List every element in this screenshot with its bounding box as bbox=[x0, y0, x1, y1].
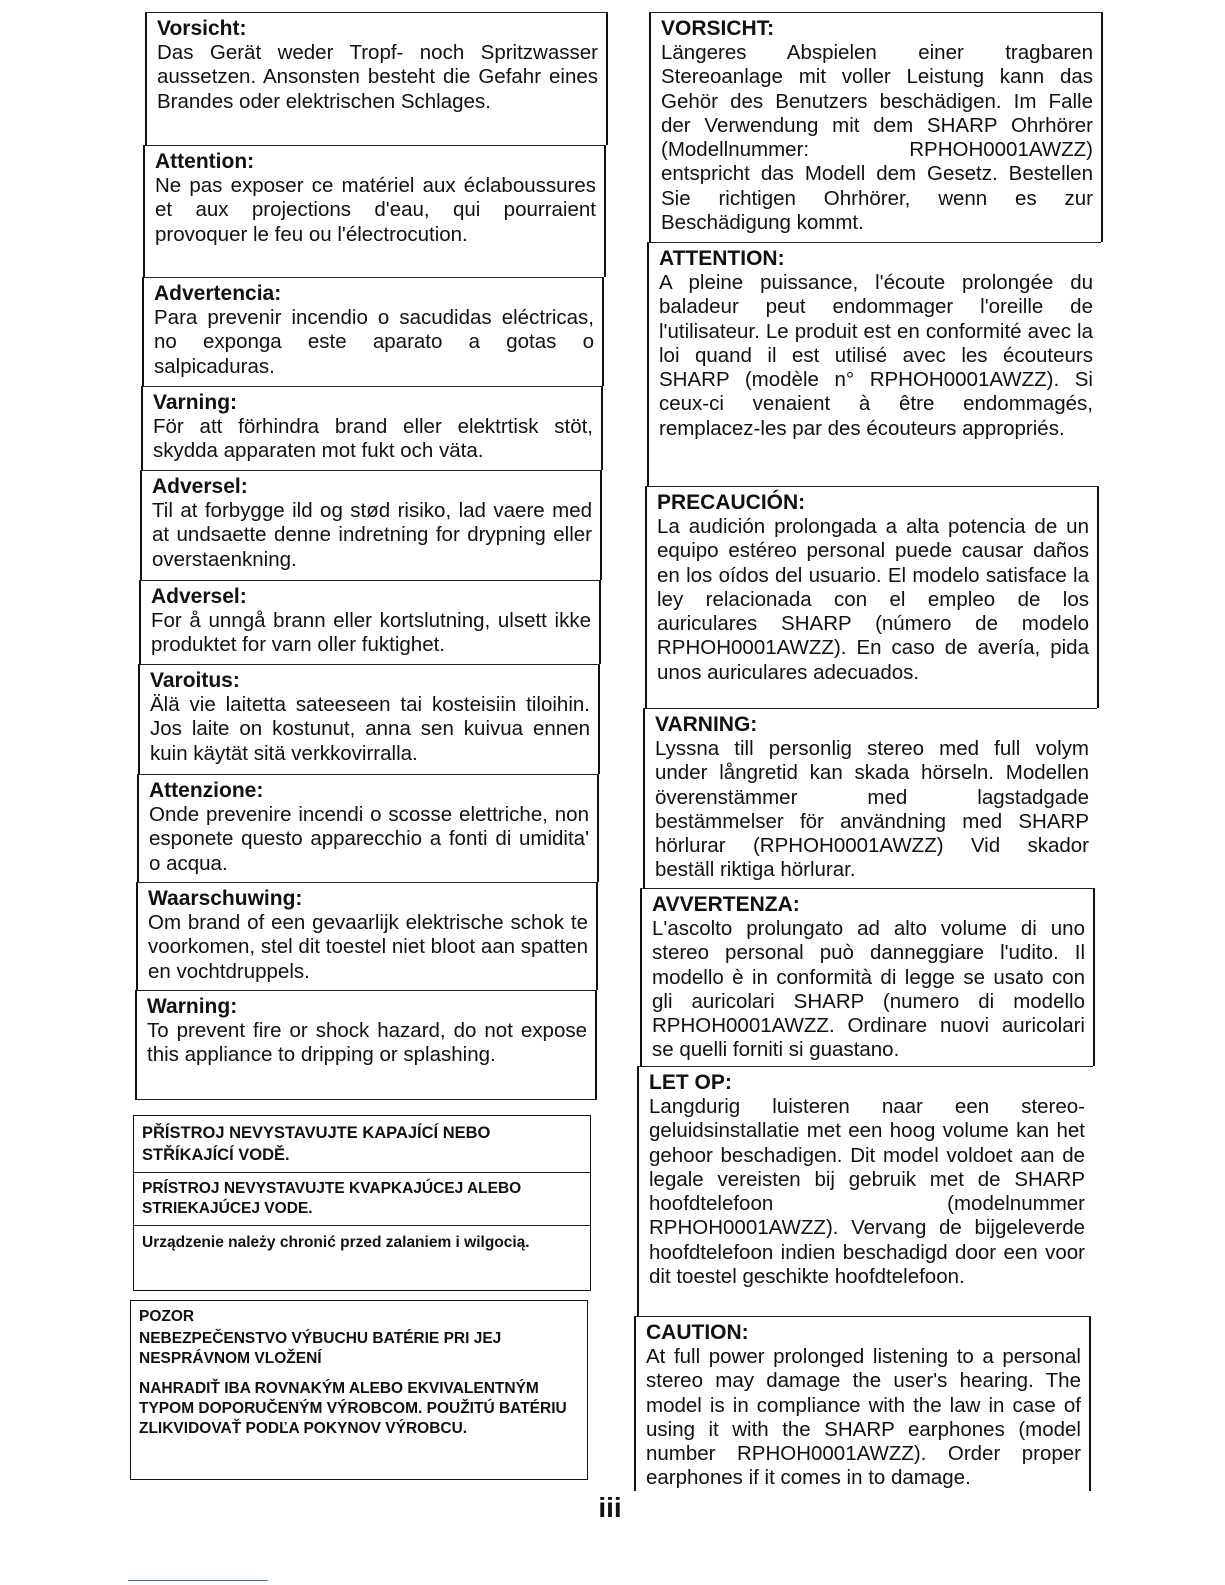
warning-title-fr: Attention: bbox=[155, 150, 255, 173]
notice-box-de bbox=[649, 12, 1103, 242]
warning-title-en: Warning: bbox=[147, 995, 238, 1018]
pozor-text-2: NAHRADIŤ IBA ROVNAKÝM ALEBO EKVIVALENTNÝM TYPOM DOPORUČENÝM VÝROBCOM. POUŽITÚ BATÉRIU ZLIKVIDOVAŤ PODĽA POKYNOV VÝROBCU. bbox=[139, 1380, 567, 1437]
notice-text-en: At full power prolonged listening to a personal stereo may damage the user's hearing. The model is in compliance with the law in case of using it with the SHARP earphones (model number RPHOH0001AWZZ). Order proper earphones if it comes in to damage. bbox=[646, 1345, 1081, 1490]
warning-title-fi: Varoitus: bbox=[150, 669, 240, 692]
notice-title-fr: ATTENTION: bbox=[659, 247, 785, 270]
warning-text-nl: Om brand of een gevaarlijk elektrische schok te voorkomen, stel dit toestel niet bloot aan spatten en vochtdruppels. bbox=[148, 911, 588, 983]
notice-text-it: L'ascolto prolungato ad alto volume di uno stereo personal può danneggiare l'udito. Il modello è in conformità di legge se usato con gli auricolari SHARP (numero di modello RPHOH0001AWZZ. Ordinare nuovi auricolari se quelli forniti si guastano. bbox=[652, 917, 1085, 1062]
notice-title-en: CAUTION: bbox=[646, 1321, 749, 1344]
warning-text-it: Onde prevenire incendi o scosse elettriche, non esponete questo apparecchio a fonti di umidita' o acqua. bbox=[149, 803, 589, 875]
warning-text-sk: PRÍSTROJ NEVYSTAVUJTE KVAPKAJÚCEJ ALEBO STRIEKAJÚCEJ VODE. bbox=[142, 1180, 522, 1217]
warning-text-fr: Ne pas exposer ce matériel aux éclaboussures et aux projections d'eau, qui pourraient provoquer le feu ou l'électrocution. bbox=[155, 174, 596, 246]
warning-title-nl: Waarschuwing: bbox=[148, 887, 303, 910]
notice-title-it: AVVERTENZA: bbox=[652, 893, 800, 916]
pozor-title: POZOR bbox=[139, 1308, 195, 1325]
notice-title-nl: LET OP: bbox=[649, 1071, 732, 1094]
warning-text-cz: PŘÍSTROJ NEVYSTAVUJTE KAPAJÍCÍ NEBO STŘÍKAJÍCÍ VODĚ. bbox=[142, 1124, 491, 1164]
divider bbox=[134, 1172, 590, 1173]
divider bbox=[134, 1225, 590, 1226]
notice-text-es: La audición prolongada a alta potencia de un equipo estéreo personal puede causar daños en los oídos del usuario. El modelo satisface la ley relacionada con el empleo de los auriculares SHARP (número de modelo RPHOH0001AWZZ). En caso de avería, pida unos auriculares adecuados. bbox=[657, 515, 1089, 684]
notice-text-de: Längeres Abspielen einer tragbaren Stereoanlage mit voller Leistung kann das Gehör des Benutzers beschädigen. Im Falle der Verwendung mit dem SHARP Ohrhörer (Modellnummer: RPHOH0001AWZZ) entspricht das Modell dem Gesetz. Bestellen Sie richtigen Ohrhörer, wenn es zur Beschädigung kommt. bbox=[661, 41, 1093, 235]
notice-box-fr bbox=[647, 242, 1101, 486]
warning-box-it bbox=[137, 774, 599, 882]
footer-rule bbox=[128, 1580, 268, 1581]
warning-title-es: Advertencia: bbox=[154, 282, 282, 305]
warning-box-no bbox=[139, 580, 601, 664]
warning-title-de: Vorsicht: bbox=[157, 17, 247, 40]
warning-box-fr bbox=[143, 145, 606, 277]
warning-box-es bbox=[142, 277, 604, 386]
warning-title-no: Adversel: bbox=[151, 585, 247, 608]
warning-title-sv: Varning: bbox=[153, 391, 238, 414]
warning-text-da: Til at forbygge ild og stød risiko, lad vaere med at undsaette denne indretning for drypning eller overstaenkning. bbox=[152, 499, 592, 571]
notice-title-sv: VARNING: bbox=[655, 713, 758, 736]
warning-text-no: For å unngå brann eller kortslutning, ulsett ikke produktet for varn oller fuktighet. bbox=[151, 609, 591, 657]
warning-box-sv bbox=[141, 386, 603, 470]
warning-title-da: Adversel: bbox=[152, 475, 248, 498]
warning-box-nl bbox=[136, 882, 598, 990]
warning-text-fi: Älä vie laitetta sateeseen tai kosteisiin tiloihin. Jos laite on kostunut, anna sen kuivua ennen kuin käytät sitä verkkovirralla. bbox=[150, 693, 590, 765]
warning-box-de bbox=[145, 12, 608, 145]
warning-text-es: Para prevenir incendio o sacudidas eléctricas, no exponga este aparato a gotas o salpicaduras. bbox=[154, 306, 594, 378]
warning-text-sv: För att förhindra brand eller elektrtisk stöt, skydda apparaten mot fukt och väta. bbox=[153, 415, 593, 463]
notice-box-it bbox=[640, 888, 1095, 1066]
notice-text-nl: Langdurig luisteren naar een stereo-geluidsinstallatie met een hoog volume kan het gehoor beschadigen. Dit model voldoet aan de legale vereisten bij gebruik met de SHARP hoofdtelefoon (modelnummer RPHOH0001AWZZ). Vervang de bijgeleverde hoofdtelefoon indien beschadigd door een voor dit toestel geschikte hoofdtelefoon. bbox=[649, 1095, 1085, 1289]
warning-text-pl: Urządzenie należy chronić przed zalaniem i wilgocią. bbox=[142, 1234, 530, 1251]
notice-title-de: VORSICHT: bbox=[661, 17, 775, 40]
notice-text-fr: A pleine puissance, l'écoute prolongée du baladeur peut endommager l'oreille de l'utilisateur. Le produit est en conformité avec la loi quand il est utilisé avec les écouteurs SHARP (modèle n° RPHOH0001AWZZ). Si ceux-ci venaient à être endommagés, remplacez-les par des écouteurs appropriés. bbox=[659, 271, 1093, 440]
warning-box-fi bbox=[138, 664, 600, 774]
notice-title-es: PRECAUCIÓN: bbox=[657, 491, 806, 514]
pozor-text-1: NEBEZPEČENSTVO VÝBUCHU BATÉRIE PRI JEJ NESPRÁVNOM VLOŽENÍ bbox=[139, 1330, 502, 1367]
pozor-box bbox=[130, 1300, 588, 1480]
slavic-warning-box bbox=[133, 1115, 591, 1291]
notice-box-sv bbox=[643, 708, 1097, 888]
notice-box-en bbox=[634, 1316, 1091, 1491]
notice-box-nl bbox=[637, 1066, 1093, 1316]
notice-text-sv: Lyssna till personlig stereo med full volym under långretid kan skada hörseln. Modellen överenstämmer med lagstadgade bestämmelser för användning med SHARP hörlurar (RPHOH0001AWZZ) Vid skador beställ riktiga hörlurar. bbox=[655, 737, 1089, 882]
warning-title-it: Attenzione: bbox=[149, 779, 264, 802]
warning-box-en bbox=[135, 990, 597, 1100]
page-number: iii bbox=[598, 1492, 622, 1523]
warning-box-da bbox=[140, 470, 602, 580]
warning-text-en: To prevent fire or shock hazard, do not expose this appliance to dripping or splashing. bbox=[147, 1019, 587, 1067]
notice-box-es bbox=[645, 486, 1099, 708]
warning-text-de: Das Gerät weder Tropf- noch Spritzwasser aussetzen. Ansonsten besteht die Gefahr eines Brandes oder elektrischen Schlages. bbox=[157, 41, 598, 113]
